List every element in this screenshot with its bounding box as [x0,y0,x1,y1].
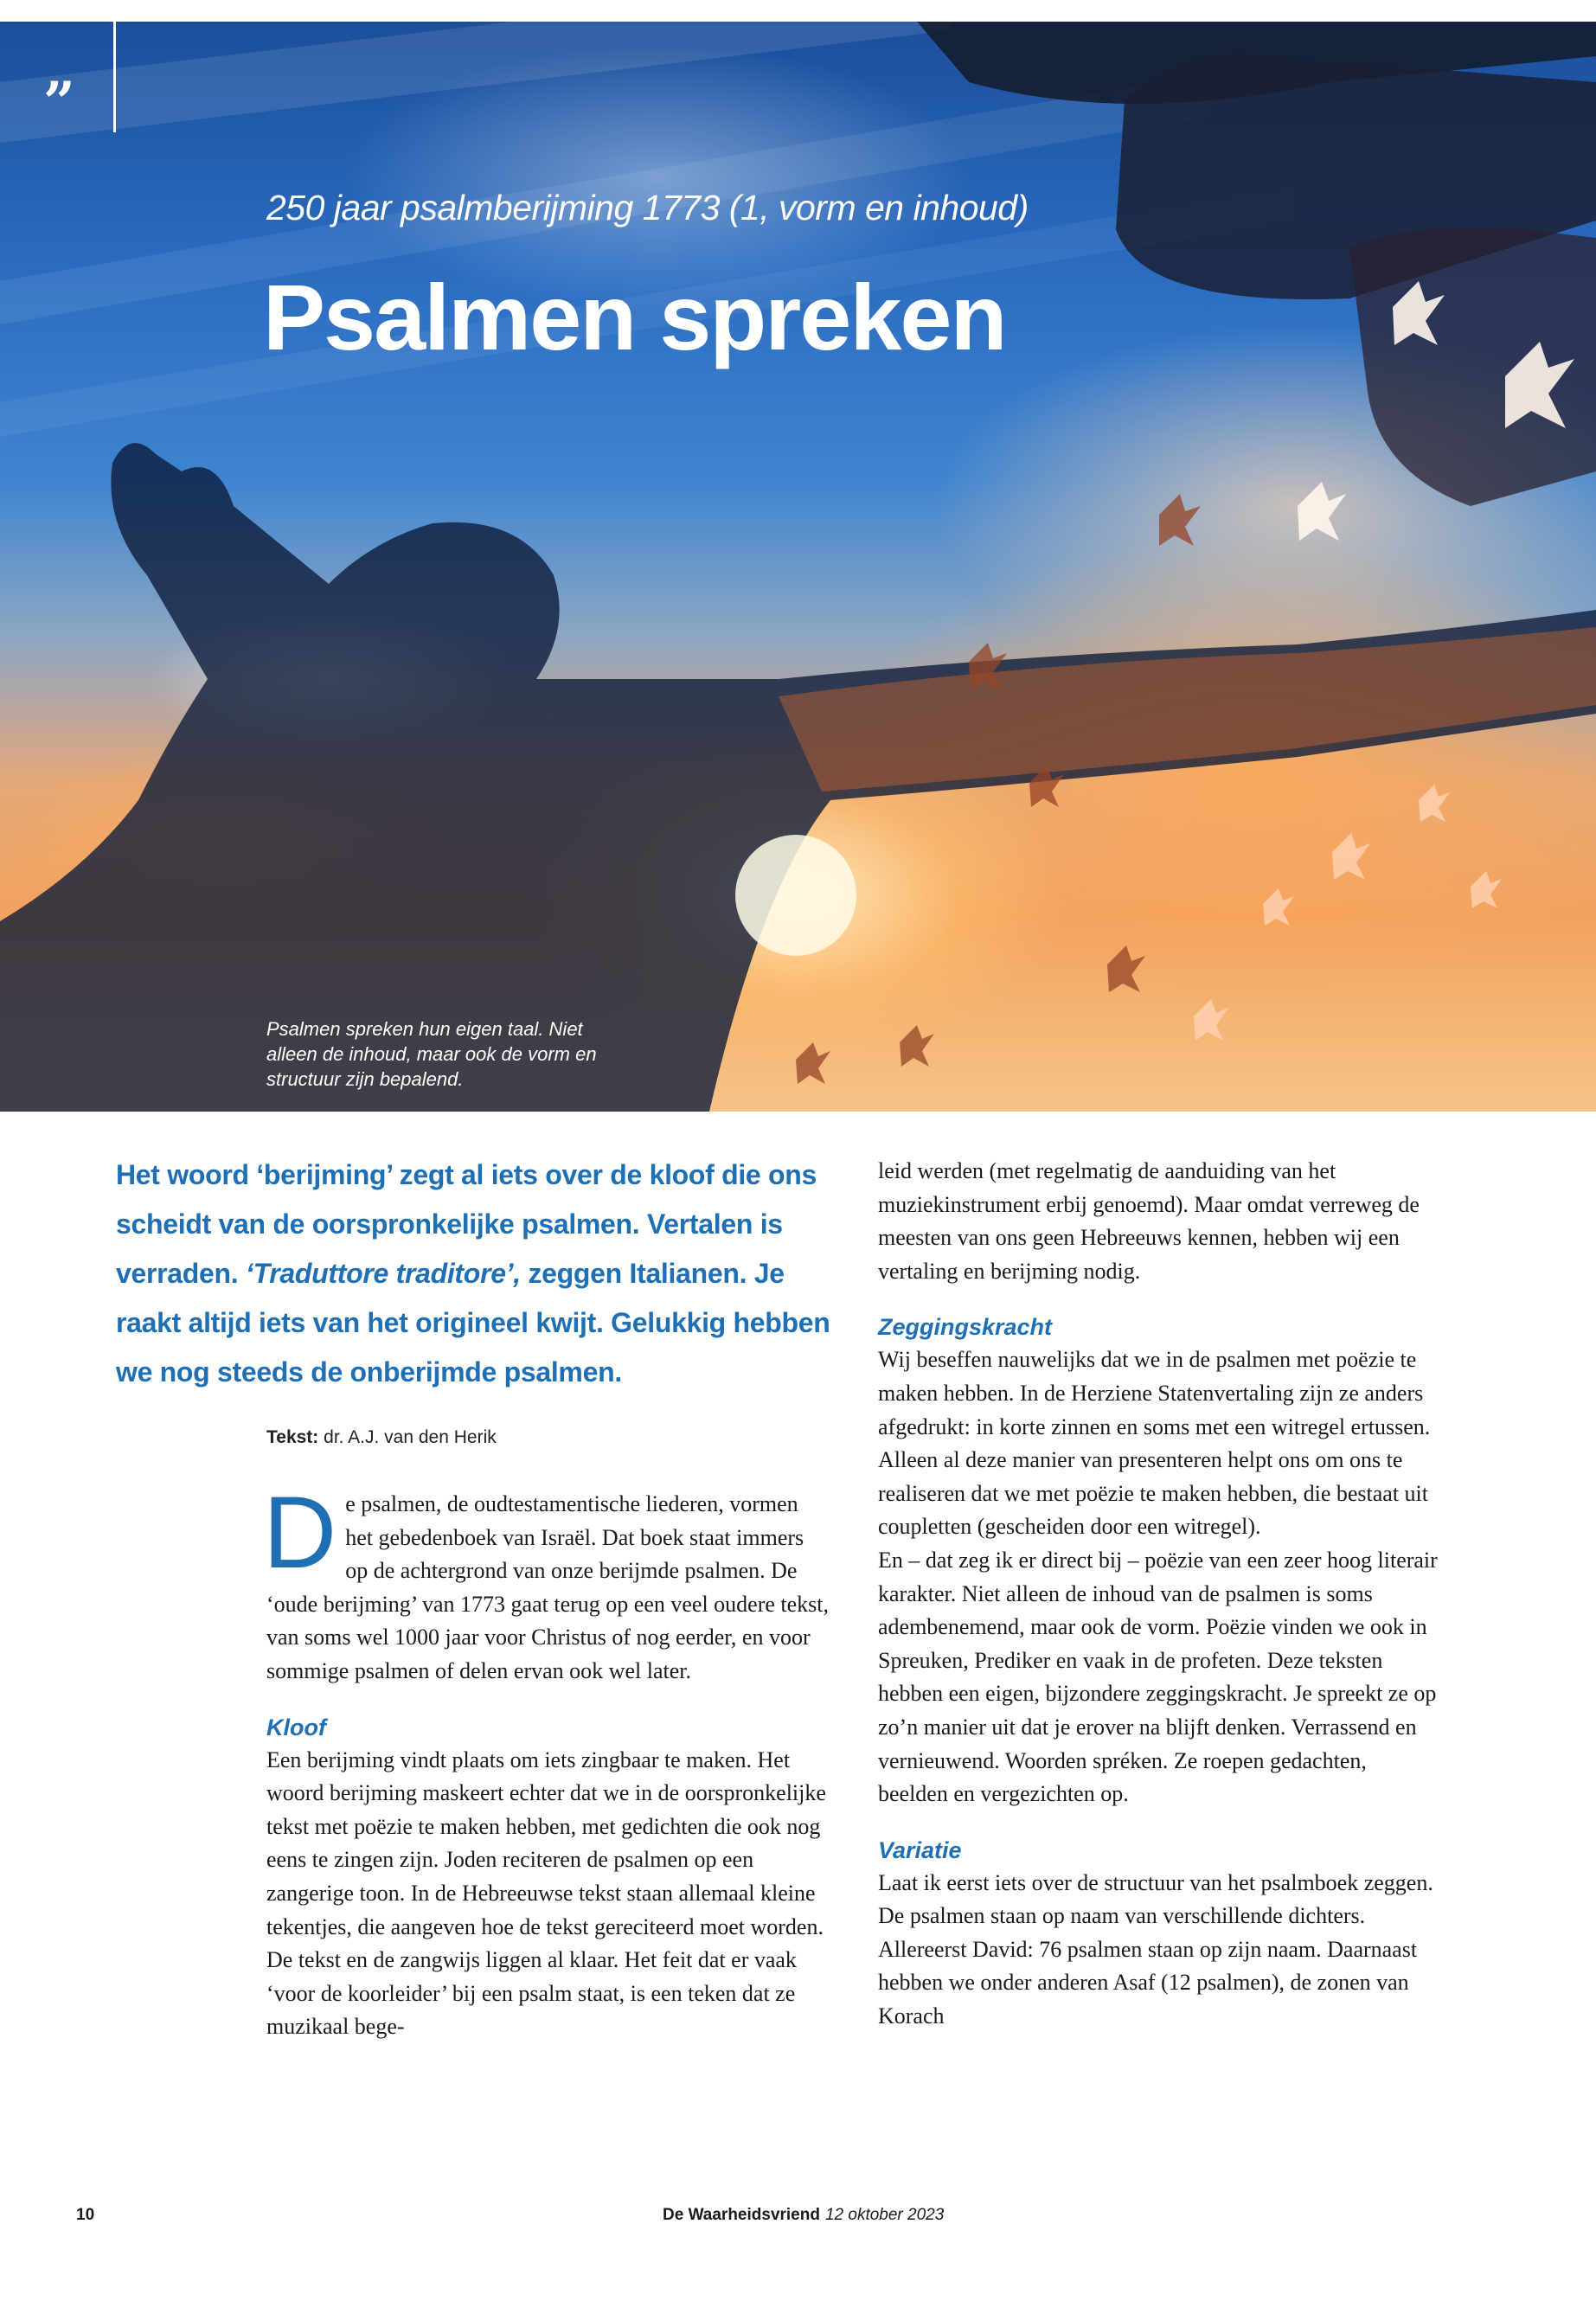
paragraph-continued: leid werden (met regelmatig de aanduiding van het muziekinstrument erbij genoemd). Maar omdat verreweg de meesten van ons geen Hebreeuws kennen, hebben wij een vertaling en berijming nodig. [878,1158,1420,1284]
paragraph-zeggingskracht-2: En – dat zeg ik er direct bij – poëzie van een zeer hoog literair karakter. Niet alleen de inhoud van de psalmen is soms adembenemend, maar ook de vorm. Poëzie vinden we ook in Spreuken, Prediker en vaak in de profeten. Deze teksten hebben een eigen, bijzondere zeggingskracht. Je spreekt ze op zo’n manier uit dat je erover na blijft denken. Verrassend en vernieuwend. Woorden spréken. Ze roepen gedachten, beelden en vergezichten op. [878,1547,1438,1807]
body-column-right [878,1155,1440,2034]
subheading-zeggingskracht: Zeggingskracht [878,1314,1053,1341]
paragraph-variatie: Laat ik eerst iets over de structuur van het psalmboek zeggen. De psalmen staan op naam van verschillende dichters. Allereerst David: 76 psalmen staan op zijn naam. Daarnaast hebben we onder anderen Asaf (12 psalmen), de zonen van Korach [878,1869,1433,2029]
intro-text: e psalmen, de oudtestamentische liederen, vormen het gebedenboek van Israël. Dat boek staat immers op de achtergrond van onze berijmde psalmen. De ‘oude berijming’ van 1773 gaat terug op een veel oudere tekst, van soms wel 1000 jaar voor Christus of nog eerder, en voor sommige psalmen of delen ervan ook wel later. [266,1491,830,1683]
article-title: Psalmen spreken [263,265,1006,369]
footer [663,2206,944,2225]
hero-illustration [0,22,1596,1112]
paragraph-kloof: Een berijming vindt plaats om iets zingbaar te maken. Het woord berijming maskeert echter dat we in de oorspronkelijke tekst met poëzie te maken hebben, met gedichten die ook nog eens te zingen zijn. Joden reciteren de psalmen op een zangerige toon. In de Hebreeuwse tekst staan allemaal kleine tekentjes, die aangeven hoe de tekst gereciteerd moet worden. De tekst en de zangwijs liggen al klaar. Het feit dat er vaak ‘voor de koorleider’ bij een psalm staat, is een teken dat ze muzikaal bege- [266,1747,826,2040]
page-number: 10 [76,2206,95,2224]
article-lead [116,1150,843,1397]
image-caption: Psalmen spreken hun eigen taal. Niet alleen de inhoud, maar ook de vorm en structuur zijn bepalend. [266,1018,597,1090]
lead-text: Het woord ‘berijming’ zegt al iets over de kloof die ons scheidt van de oorspronkelijke psalmen. Vertalen is verraden. [116,1159,817,1289]
subheading-variatie: Variatie [878,1836,962,1863]
byline-label: Tekst: [266,1427,319,1447]
article-kicker: 250 jaar psalmberijming 1773 (1, vorm en inhoud) [266,188,1029,228]
lead-text-end: zeggen Italianen. Je raakt altijd iets van het origineel kwijt. Gelukkig hebben we nog steeds de onberijmde psalmen. [116,1258,830,1388]
intro-paragraph [263,1476,830,1689]
subheading-kloof: Kloof [266,1714,326,1740]
body-column-left [263,1476,830,2044]
hero-image [0,22,1596,1112]
divider [113,22,116,132]
magazine-name: De Waarheidsvriend [663,2206,820,2224]
lead-emphasis: ‘Traduttore traditore’, [245,1258,521,1289]
paragraph-zeggingskracht-1: Wij beseffen nauwelijks dat we in de psalmen met poëzie te maken hebben. In de Herziene Statenvertaling zijn ze anders afgedrukt: in korte zinnen en soms met een witregel ertussen. Alleen al deze manier van presenteren helpt ons om ons te realiseren dat we met poëzie te maken hebben, die bestaat uit coupletten (gescheiden door een witregel). [878,1347,1431,1540]
drop-cap: D [263,1476,337,1590]
quote-mark-icon: ” [43,70,75,135]
byline [266,1427,785,1448]
issue-date: 12 oktober 2023 [824,2206,945,2224]
byline-author: dr. A.J. van den Herik [324,1427,497,1447]
